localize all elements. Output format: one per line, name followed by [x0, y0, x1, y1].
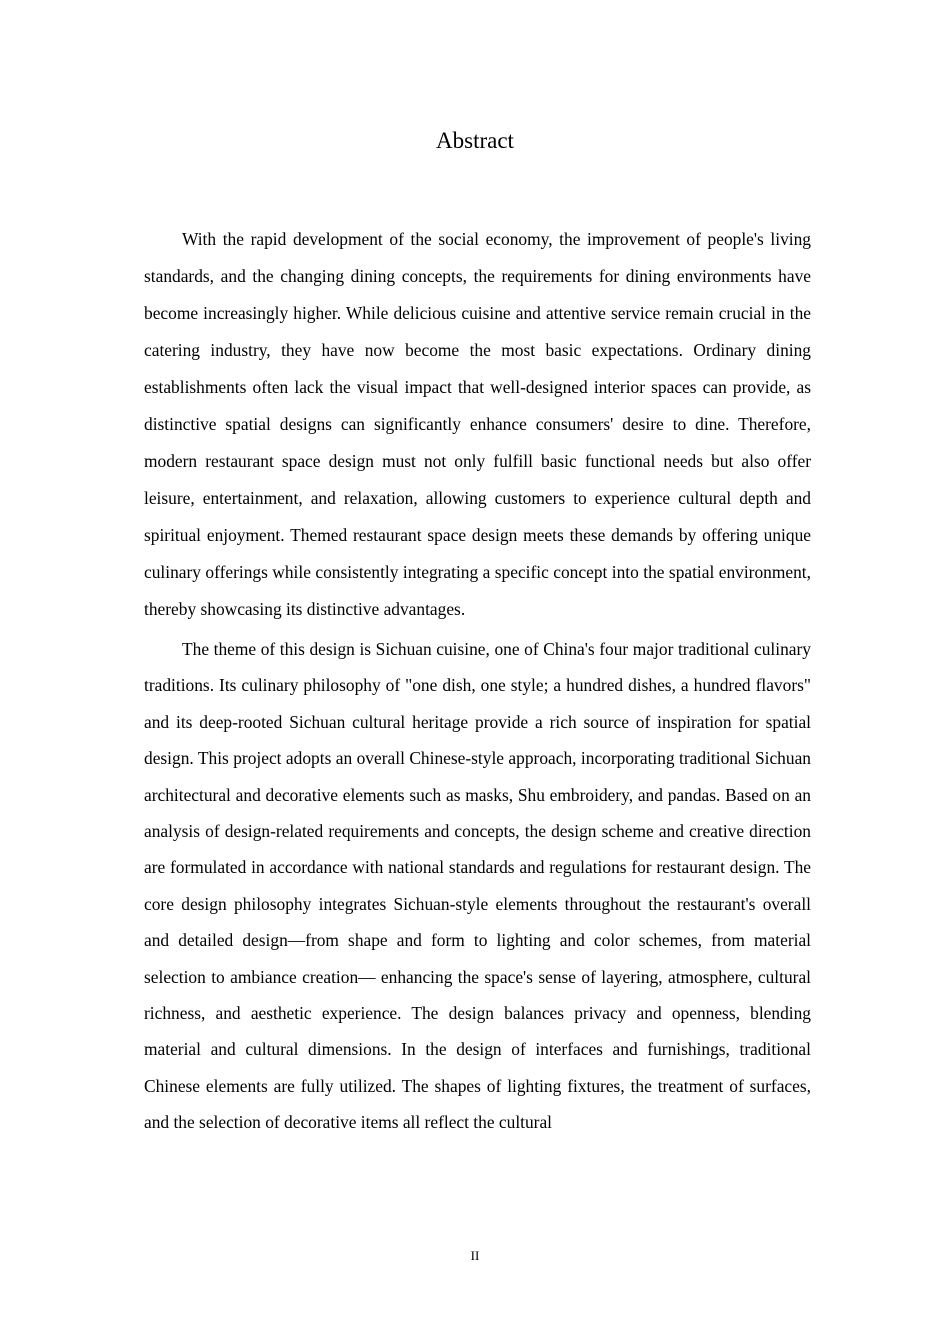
abstract-paragraph-2: The theme of this design is Sichuan cuisine, one of China's four major traditional culinary traditions. Its culinary philosophy of "one dish, one style; a hundred dishes, a hundred flavors" and its deep-rooted Sichuan cultural heritage provide a rich source of inspiration for spatial design. This project adopts an overall Chinese-style approach, incorporating traditional Sichuan architectural and decorative elements such as masks, Shu embroidery, and pandas. Based on an analysis of design-related requirements and concepts, the design scheme and creative direction are formulated in accordance with national standards and regulations for restaurant design. The core design philosophy integrates Sichuan-style elements throughout the restaurant's overall and detailed design—from shape and form to lighting and color schemes, from material selection to ambiance creation— enhancing the space's sense of layering, atmosphere, cultural richness, and aesthetic experience. The design balances privacy and openness, blending material and cultural dimensions. In the design of interfaces and furnishings, traditional Chinese elements are fully utilized. The shapes of lighting fixtures, the treatment of surfaces, and the selection of decorative items all reflect the cultural: [144, 639, 811, 1133]
page-number: II: [470, 1248, 480, 1263]
abstract-paragraph-1: With the rapid development of the social economy, the improvement of people's living standards, and the changing dining concepts, the requirements for dining environments have become increasingly higher. While delicious cuisine and attentive service remain crucial in the catering industry, they have now become the most basic expectations. Ordinary dining establishments often lack the visual impact that well-designed interior spaces can provide, as distinctive spatial designs can significantly enhance consumers' desire to dine. Therefore, modern restaurant space design must not only fulfill basic functional needs but also offer leisure, entertainment, and relaxation, allowing customers to experience cultural depth and spiritual enjoyment. Themed restaurant space design meets these demands by offering unique culinary offerings while consistently integrating a specific concept into the spatial environment, thereby showcasing its distinctive advantages.: [144, 229, 811, 619]
page-title: Abstract: [436, 128, 514, 153]
abstract-body: [144, 221, 811, 1144]
